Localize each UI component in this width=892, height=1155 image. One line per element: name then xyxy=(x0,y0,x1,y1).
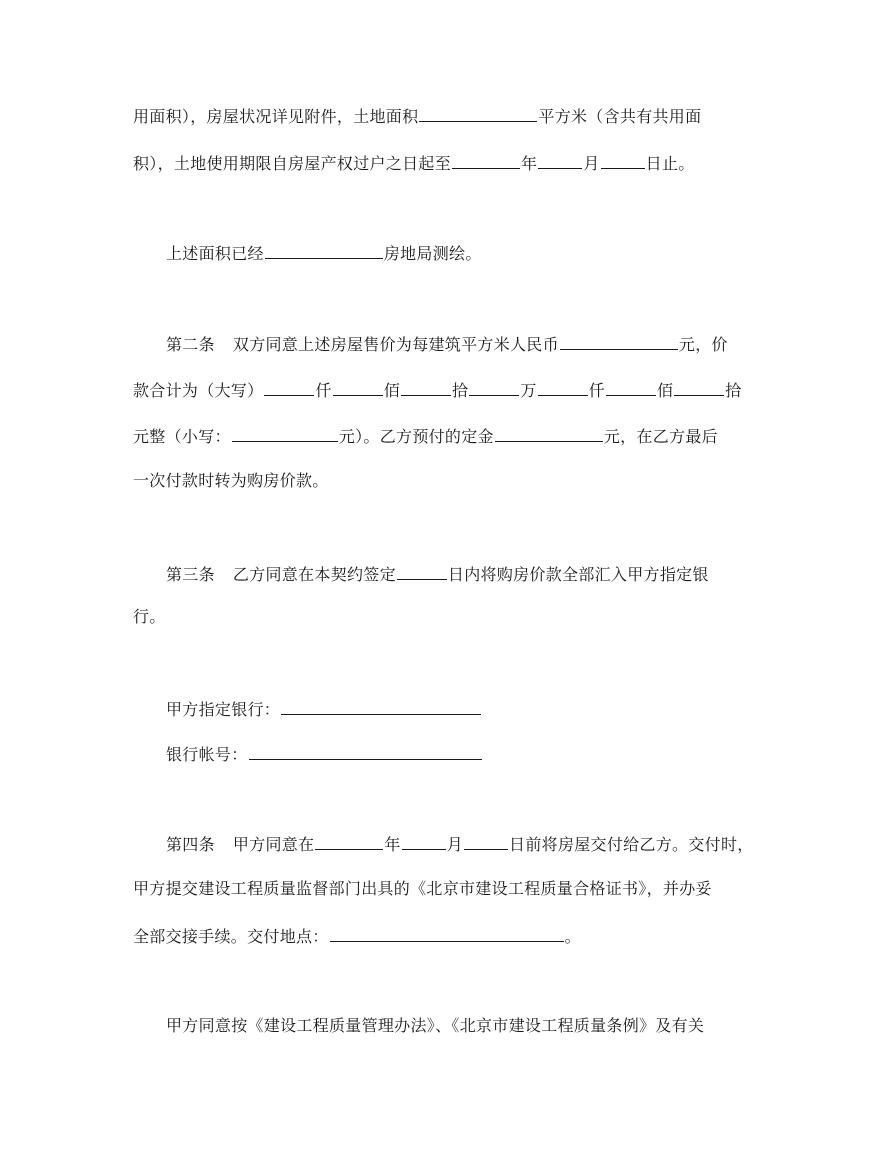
article-number: 第四条 xyxy=(166,835,215,854)
text-segment: 元，在乙方最后 xyxy=(603,427,718,446)
text-line xyxy=(133,105,701,128)
unit-label: 仟 xyxy=(315,381,332,400)
text-segment: 年 xyxy=(521,154,538,173)
text-line xyxy=(133,925,581,948)
text-segment: 积），土地使用期限自房屋产权过户之日起至 xyxy=(133,154,452,173)
text-segment: 月 xyxy=(583,154,600,173)
text-segment: 行。 xyxy=(133,607,166,626)
text-segment: 月 xyxy=(446,835,464,854)
text-segment: 甲方同意在 xyxy=(232,835,315,854)
article-number: 第二条 xyxy=(166,335,215,354)
blank-field[interactable] xyxy=(560,333,678,350)
text-segment: 双方同意上述房屋售价为每建筑平方米人民币 xyxy=(232,335,559,354)
account-number-field[interactable] xyxy=(249,743,482,760)
blank-field[interactable] xyxy=(452,152,520,169)
text-segment: 日前将房屋交付给乙方。交付时， xyxy=(509,835,754,854)
text-line xyxy=(133,878,712,900)
text-segment: 款合计为（大写） xyxy=(133,381,264,400)
blank-field[interactable] xyxy=(495,425,603,442)
text-segment: 一次付款时转为购房价款。 xyxy=(133,471,329,490)
blank-field[interactable] xyxy=(538,152,582,169)
unit-label: 拾 xyxy=(725,381,742,400)
bank-label: 甲方指定银行： xyxy=(166,700,281,719)
text-segment: 房地局测绘。 xyxy=(383,244,482,263)
blank-field[interactable] xyxy=(402,833,446,850)
text-line xyxy=(166,833,754,856)
text-segment: 甲方提交建设工程质量监督部门出具的《北京市建设工程质量合格证书》，并办妥 xyxy=(133,879,712,898)
text-line xyxy=(133,152,695,175)
blank-field[interactable] xyxy=(606,379,656,396)
text-line xyxy=(133,606,166,628)
text-segment: 元，价 xyxy=(678,335,728,354)
text-line xyxy=(166,333,728,356)
text-segment: 平方米（含共有共用面 xyxy=(538,107,702,126)
unit-label: 拾 xyxy=(452,381,469,400)
blank-field[interactable] xyxy=(538,379,588,396)
text-line xyxy=(166,698,482,721)
unit-label: 佰 xyxy=(383,381,401,400)
text-line xyxy=(133,425,718,448)
unit-label: 仟 xyxy=(588,381,605,400)
text-segment: 全部交接手续。交付地点： xyxy=(133,927,329,946)
blank-field[interactable] xyxy=(674,379,724,396)
blank-field[interactable] xyxy=(315,833,383,850)
blank-field[interactable] xyxy=(397,563,447,580)
blank-field[interactable] xyxy=(601,152,645,169)
text-line xyxy=(166,242,482,265)
unit-label: 佰 xyxy=(656,381,674,400)
text-segment: 甲方同意按《建设工程质量管理办法》、《北京市建设工程质量条例》及有关 xyxy=(166,1016,705,1035)
blank-field[interactable] xyxy=(232,425,338,442)
blank-field[interactable] xyxy=(333,379,383,396)
text-line xyxy=(166,743,483,766)
text-line xyxy=(133,470,329,492)
blank-field[interactable] xyxy=(264,379,314,396)
article-number: 第三条 xyxy=(166,565,215,584)
blank-field[interactable] xyxy=(469,379,519,396)
text-segment: 年 xyxy=(384,835,401,854)
delivery-location-field[interactable] xyxy=(330,925,564,942)
blank-field[interactable] xyxy=(419,105,537,122)
text-segment: 元）。乙方预付的定金 xyxy=(338,427,494,446)
text-line xyxy=(166,563,709,586)
text-segment: 日止。 xyxy=(645,154,695,173)
text-segment: 乙方同意在本契约签定 xyxy=(232,565,396,584)
bank-name-field[interactable] xyxy=(281,698,481,715)
text-line xyxy=(133,379,742,402)
account-label: 银行帐号： xyxy=(166,745,248,764)
text-segment: 日内将购房价款全部汇入甲方指定银 xyxy=(447,565,709,584)
blank-field[interactable] xyxy=(401,379,451,396)
text-segment: 上述面积已经 xyxy=(166,244,264,263)
text-segment: 元整（小写： xyxy=(133,427,231,446)
unit-label: 万 xyxy=(520,381,537,400)
text-segment: 用面积），房屋状况详见附件，土地面积 xyxy=(133,107,419,126)
blank-field[interactable] xyxy=(265,242,383,259)
blank-field[interactable] xyxy=(464,833,508,850)
text-segment: 。 xyxy=(564,927,581,946)
text-line xyxy=(166,1015,704,1037)
